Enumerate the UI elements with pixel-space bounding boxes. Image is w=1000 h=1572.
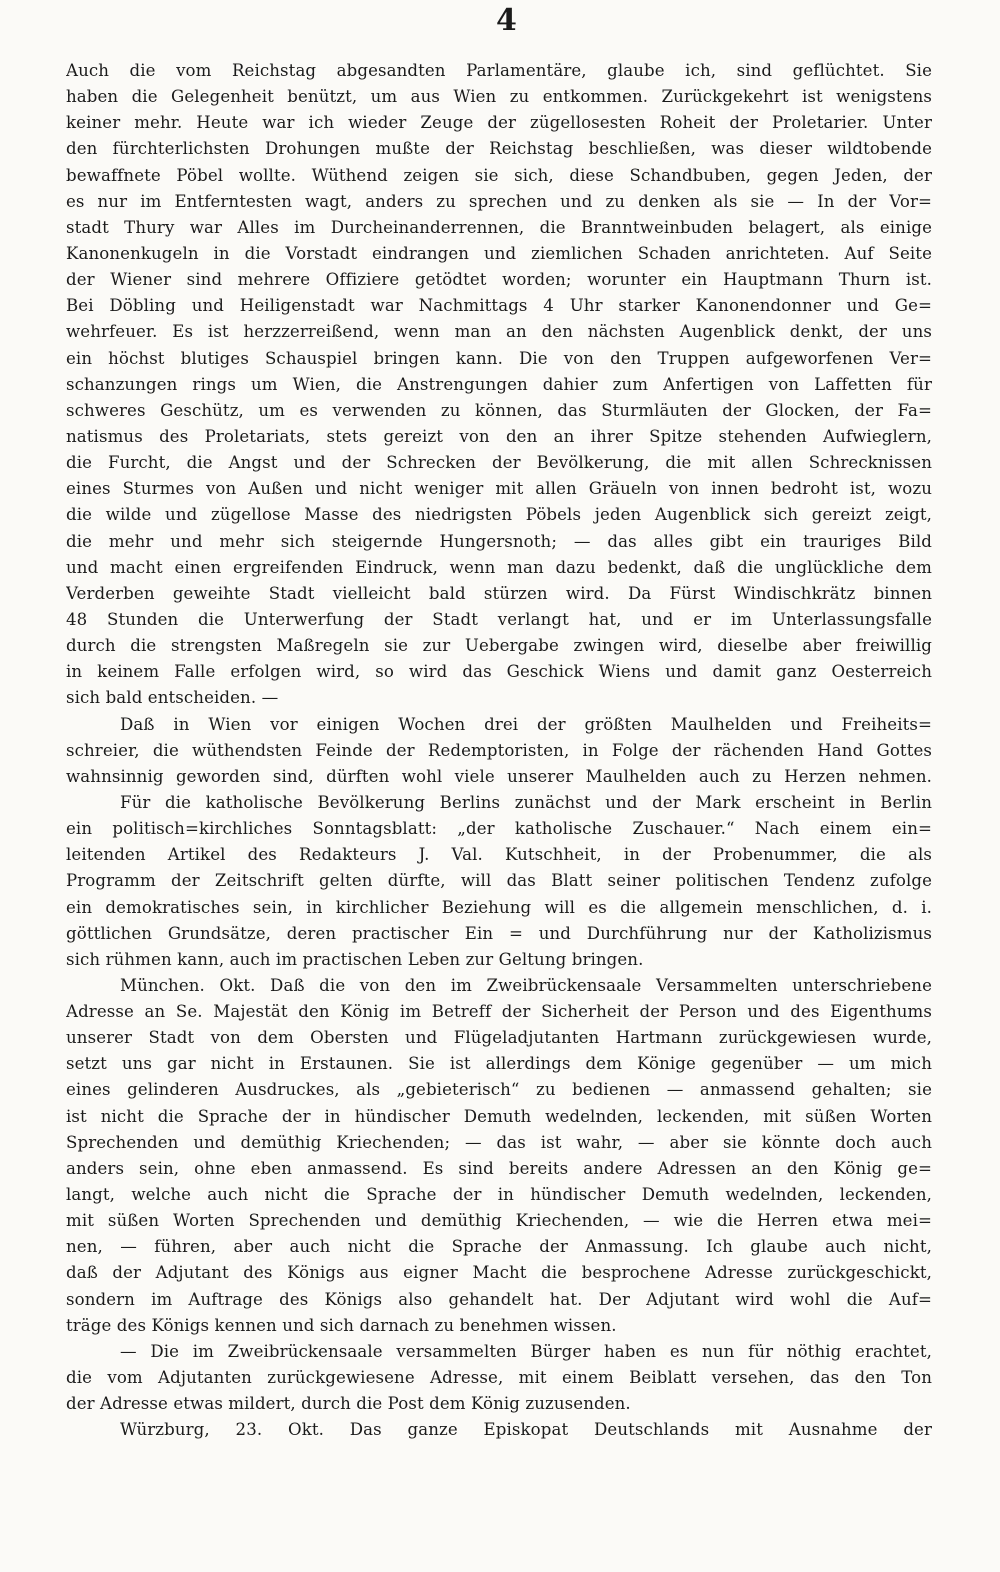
text-line: es nur im Entferntesten wagt, anders zu sprechen und zu denken als sie — In der Vor= [66, 191, 932, 211]
text-line: schreier, die wüthendsten Feinde der Redemptoristen, in Folge der rächenden Hand Gottes [66, 740, 932, 760]
text-line: der Wiener sind mehrere Offiziere getödtet worden; worunter ein Hauptmann Thurn ist. [66, 270, 932, 290]
text-line: Adresse an Se. Majestät den König im Betreff der Sicherheit der Person und des Eigenthums [66, 1002, 932, 1022]
text-line: der Adresse etwas mildert, durch die Post dem König zuzusenden. [66, 1394, 631, 1414]
text-line: Kanonenkugeln in die Vorstadt eindrangen und ziemlichen Schaden anrichteten. Auf Seite [66, 243, 932, 263]
text-line: ist nicht die Sprache der in hündischer Demuth wedelnden, leckenden, mit süßen Worten [66, 1106, 932, 1126]
text-line: ein höchst blutiges Schauspiel bringen kann. Die von den Truppen aufgeworfenen Ver= [66, 348, 932, 368]
text-line: wehrfeuer. Es ist herzzerreißend, wenn man an den nächsten Augenblick denkt, der uns [66, 322, 932, 342]
text-line: und macht einen ergreifenden Eindruck, wenn man dazu bedenkt, daß die unglückliche dem [66, 557, 932, 577]
text-line: stadt Thury war Alles im Durcheinanderrennen, die Branntweinbuden belagert, als einige [66, 217, 932, 237]
text-line: natismus des Proletariats, stets gereizt von den an ihrer Spitze stehenden Aufwieglern, [66, 426, 932, 446]
text-line: göttlichen Grundsätze, deren practischer Ein = und Durchführung nur der Katholizismus [66, 923, 932, 943]
text-line: in keinem Falle erfolgen wird, so wird das Geschick Wiens und damit ganz Oesterreich [66, 662, 932, 682]
newspaper-page [66, 0, 932, 1572]
page-number: 4 [496, 3, 517, 38]
text-line: Bei Döbling und Heiligenstadt war Nachmittags 4 Uhr starker Kanonendonner und Ge= [66, 296, 932, 316]
text-line: die Furcht, die Angst und der Schrecken der Bevölkerung, die mit allen Schrecknissen [66, 453, 932, 473]
text-line: sich bald entscheiden. — [66, 688, 279, 708]
text-line: ein politisch=kirchliches Sonntagsblatt: „der katholische Zuschauer.“ Nach einem ein= [66, 819, 932, 839]
text-line: schanzungen rings um Wien, die Anstrengungen dahier zum Anfertigen von Laffetten für [66, 374, 932, 394]
text-line: langt, welche auch nicht die Sprache der in hündischer Demuth wedelnden, leckenden, [66, 1185, 932, 1205]
text-line: Würzburg, 23. Okt. Das ganze Episkopat Deutschlands mit Ausnahme der [120, 1420, 932, 1440]
text-line: die wilde und zügellose Masse des niedrigsten Pöbels jeden Augenblick sich gereizt zeigt, [66, 505, 932, 525]
article-body [66, 58, 932, 1443]
text-line: träge des Königs kennen und sich darnach zu benehmen wissen. [66, 1315, 617, 1335]
text-line: Verderben geweihte Stadt vielleicht bald stürzen wird. Da Fürst Windischkrätz binnen [66, 583, 932, 603]
text-line: keiner mehr. Heute war ich wieder Zeuge der zügellosesten Roheit der Proletarier. Unter [66, 113, 932, 133]
text-line: bewaffnete Pöbel wollte. Wüthend zeigen sie sich, diese Schandbuben, gegen Jeden, der [66, 165, 932, 185]
text-line: Auch die vom Reichstag abgesandten Parlamentäre, glaube ich, sind geflüchtet. Sie [66, 61, 932, 80]
text-line: die vom Adjutanten zurückgewiesene Adresse, mit einem Beiblatt versehen, das den Ton [66, 1368, 932, 1388]
text-line: sondern im Auftrage des Königs also gehandelt hat. Der Adjutant wird wohl die Auf= [66, 1289, 932, 1309]
text-line: Programm der Zeitschrift gelten dürfte, will das Blatt seiner politischen Tendenz zufolge [66, 871, 932, 891]
text-line: setzt uns gar nicht in Erstaunen. Sie ist allerdings dem Könige gegenüber — um mich [66, 1054, 932, 1074]
text-line: nen, — führen, aber auch nicht die Sprache der Anmassung. Ich glaube auch nicht, [66, 1237, 932, 1257]
text-line: eines Sturmes von Außen und nicht weniger mit allen Gräueln von innen bedroht ist, wozu [66, 479, 932, 499]
text-line: leitenden Artikel des Redakteurs J. Val. Kutschheit, in der Probenummer, die als [66, 845, 932, 865]
text-line: 48 Stunden die Unterwerfung der Stadt verlangt hat, und er im Unterlassungsfalle [66, 609, 932, 629]
text-line: durch die strengsten Maßregeln sie zur Uebergabe zwingen wird, dieselbe aber freiwillig [66, 636, 932, 656]
text-line: — Die im Zweibrückensaale versammelten Bürger haben es nun für nöthig erachtet, [120, 1341, 932, 1361]
text-line: Sprechenden und demüthig Kriechenden; — das ist wahr, — aber sie könnte doch auch [66, 1132, 932, 1152]
text-line: ein demokratisches sein, in kirchlicher Beziehung will es die allgemein menschlichen, d. i. [66, 897, 932, 917]
text-line: sich rühmen kann, auch im practischen Leben zur Geltung bringen. [66, 949, 644, 969]
text-line: Für die katholische Bevölkerung Berlins zunächst und der Mark erscheint in Berlin [120, 792, 932, 812]
text-line: daß der Adjutant des Königs aus eigner Macht die besprochene Adresse zurückgeschickt, [66, 1263, 932, 1283]
text-line: den fürchterlichsten Drohungen mußte der Reichstag beschließen, was dieser wildtobende [66, 139, 932, 159]
text-line: München. Okt. Daß die von den im Zweibrückensaale Versammelten unterschriebene [120, 975, 932, 995]
text-line: die mehr und mehr sich steigernde Hungersnoth; — das alles gibt ein trauriges Bild [66, 531, 932, 551]
text-line: Daß in Wien vor einigen Wochen drei der größten Maulhelden und Freiheits= [120, 714, 932, 734]
text-line: schweres Geschütz, um es verwenden zu können, das Sturmläuten der Glocken, der Fa= [66, 400, 932, 420]
text-line: mit süßen Worten Sprechenden und demüthig Kriechenden, — wie die Herren etwa mei= [66, 1211, 932, 1231]
text-line: haben die Gelegenheit benützt, um aus Wien zu entkommen. Zurückgekehrt ist wenigstens [66, 87, 932, 107]
text-line: wahnsinnig geworden sind, dürften wohl viele unserer Maulhelden auch zu Herzen nehmen. [66, 766, 932, 786]
text-line: unserer Stadt von dem Obersten und Flügeladjutanten Hartmann zurückgewiesen wurde, [66, 1028, 932, 1048]
text-line: anders sein, ohne eben anmassend. Es sind bereits andere Adressen an den König ge= [66, 1158, 932, 1178]
text-line: eines gelinderen Ausdruckes, als „gebieterisch“ zu bedienen — anmassend gehalten; sie [66, 1080, 932, 1100]
